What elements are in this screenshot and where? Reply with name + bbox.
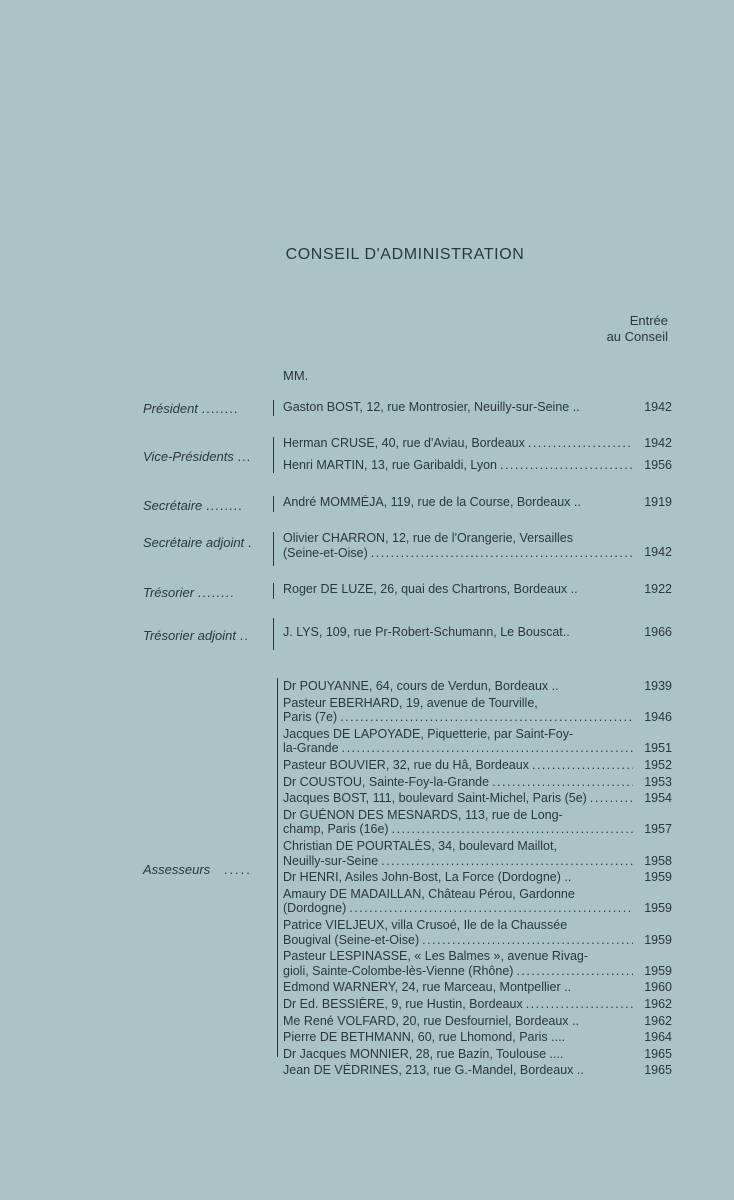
entry-line: Dr COUSTOU, Sainte-Foy-la-Grande .....: [283, 775, 633, 790]
entry-line: André MOMMÉJA, 119, rue de la Course, Bordeaux ..: [283, 495, 581, 509]
bracket: [273, 618, 278, 650]
entry-line: Bougival (Seine-et-Oise) .....: [283, 933, 633, 948]
entry-line: Pasteur BOUVIER, 32, rue du Hâ, Bordeaux .....: [283, 758, 633, 773]
role-label: Assesseurs: [143, 862, 211, 877]
entry-year: 1942: [644, 400, 672, 414]
entry-year: 1965: [644, 1063, 672, 1078]
entree-line-1: Entrée: [629, 313, 668, 328]
assesseur-entry: [283, 918, 633, 947]
assesseur-entry: [283, 758, 633, 773]
role-president: [143, 401, 271, 416]
entry-year: 1919: [644, 495, 672, 509]
entry-line: J. LYS, 109, rue Pr-Robert-Schumann, Le Bouscat..: [283, 625, 570, 639]
role-dots: .: [247, 535, 253, 550]
entry-line: Me René VOLFARD, 20, rue Desfourniel, Bordeaux ..: [283, 1013, 579, 1028]
entry-line: la-Grande .....: [283, 741, 633, 756]
entry-line: Amaury DE MADAILLAN, Château Pérou, Gardonne: [283, 886, 575, 901]
entry-year: 1942: [644, 545, 672, 559]
entry-tresorier: [283, 582, 633, 597]
entry-year: 1959: [644, 901, 672, 916]
entry-year: 1959: [644, 963, 672, 978]
entry-year: 1962: [644, 1013, 672, 1028]
entry-president: [283, 400, 633, 415]
entry-year: 1942: [644, 436, 672, 450]
entry-line: Edmond WARNERY, 24, rue Marceau, Montpellier ..: [283, 980, 572, 995]
role-secretaire-adjoint: [143, 535, 271, 550]
assesseur-entry: [283, 1014, 633, 1029]
entree-line-2: au Conseil: [606, 329, 668, 344]
assesseur-entry: [283, 775, 633, 790]
entry-secretaire-adjoint: [283, 531, 633, 560]
role-dots: ........: [201, 401, 239, 416]
assesseur-entry: [283, 727, 633, 756]
entry-year: 1954: [644, 791, 672, 806]
entry-line: gioli, Sainte-Colombe-lès-Vienne (Rhône) .....: [283, 964, 633, 979]
bracket: [273, 437, 278, 473]
entry-line: Pierre DE BETHMANN, 60, rue Lhomond, Paris ....: [283, 1030, 566, 1045]
entry-line: Dr HENRI, Asiles John-Bost, La Force (Dordogne) ..: [283, 870, 572, 885]
entry-line: (Dordogne) .....: [283, 901, 633, 916]
entry-year: 1966: [644, 625, 672, 639]
entry-year: 1953: [644, 774, 672, 789]
entry-year: 1946: [644, 710, 672, 725]
entry-year: 1957: [644, 822, 672, 837]
bracket: [273, 400, 278, 416]
role-label: Président: [143, 401, 198, 416]
entry-line: Pasteur LESPINASSE, « Les Balmes », avenue Rivag-: [283, 949, 589, 964]
assesseur-entry: [283, 997, 633, 1012]
bracket: [273, 532, 278, 566]
bracket: [273, 496, 278, 512]
entry-line: Roger DE LUZE, 26, quai des Chartrons, Bordeaux ..: [283, 582, 578, 596]
entry-year: 1965: [644, 1046, 672, 1061]
entry-tresorier-adjoint: [283, 625, 633, 640]
entry-line: Dr POUYANNE, 64, cours de Verdun, Bordeaux ..: [283, 679, 559, 693]
assesseur-entry: [283, 949, 633, 978]
entry-line: Dr GUÉNON DES MESNARDS, 113, rue de Long-: [283, 807, 563, 822]
entry-line: Olivier CHARRON, 12, rue de l'Orangerie, Versailles: [283, 531, 573, 545]
role-assesseurs: [143, 862, 271, 877]
entry-line: Gaston BOST, 12, rue Montrosier, Neuilly-sur-Seine ..: [283, 400, 580, 414]
entry-line: (Seine-et-Oise) .....: [283, 546, 633, 561]
role-dots: ...: [237, 449, 252, 464]
assesseur-entry: [283, 980, 633, 995]
entry-line: Paris (7e) .....: [283, 710, 633, 725]
role-dots: ........: [197, 585, 235, 600]
assesseur-entry: [283, 1063, 633, 1078]
assesseur-entry: [283, 1030, 633, 1045]
bracket: [273, 583, 278, 599]
role-dots: ........: [205, 498, 243, 513]
assesseurs-bracket: [277, 678, 278, 1057]
assesseur-entry: [283, 696, 633, 725]
role-label: Trésorier: [143, 585, 195, 600]
entry-year: 1958: [644, 853, 672, 868]
entry-line: Pasteur EBERHARD, 19, avenue de Tourville,: [283, 695, 538, 710]
role-tresorier: [143, 585, 271, 600]
entry-line: Jacques DE LAPOYADE, Piquetterie, par Saint-Foy-: [283, 726, 574, 741]
role-tresorier-adjoint: [143, 628, 271, 643]
entry-year: 1962: [644, 997, 672, 1011]
entry-line: Herman CRUSE, 40, rue d'Aviau, Bordeaux .....: [283, 436, 633, 451]
entry-year: 1922: [644, 582, 672, 596]
role-label: Trésorier adjoint: [143, 628, 236, 643]
entry-year: 1956: [644, 458, 672, 472]
assesseur-entry: [283, 808, 633, 837]
role-label: Secrétaire: [143, 498, 203, 513]
column-header-entree: [607, 313, 668, 345]
role-label: Vice-Présidents: [143, 449, 234, 464]
entry-vice-president-2: [283, 458, 633, 473]
entry-year: 1939: [644, 679, 672, 693]
entry-line: Patrice VIELJEUX, villa Crusoé, Ile de la Chaussée: [283, 918, 568, 932]
entry-line: Dr Jacques MONNIER, 28, rue Bazin, Toulouse ....: [283, 1046, 564, 1061]
entry-year: 1964: [644, 1030, 672, 1045]
entry-line: Jean DE VÉDRINES, 213, rue G.-Mandel, Bordeaux ..: [283, 1063, 584, 1078]
entry-line: Neuilly-sur-Seine .....: [283, 854, 633, 869]
entry-vice-president-1: [283, 436, 633, 451]
assesseur-entry: [283, 839, 633, 868]
assesseur-entry: [283, 679, 633, 694]
page-title: CONSEIL D'ADMINISTRATION: [285, 246, 525, 263]
entry-line: Christian DE POURTALÈS, 34, boulevard Maillot,: [283, 839, 557, 853]
entry-year: 1959: [644, 870, 672, 885]
role-dots: .....: [223, 862, 252, 877]
entry-line: Henri MARTIN, 13, rue Garibaldi, Lyon .....: [283, 458, 633, 473]
entry-year: 1952: [644, 758, 672, 772]
role-dots: ..: [239, 628, 249, 643]
assesseur-entry: [283, 791, 633, 806]
entry-line: champ, Paris (16e) .....: [283, 822, 633, 837]
entry-secretaire: [283, 495, 633, 510]
assesseur-entry: [283, 1047, 633, 1062]
entry-line: Dr Ed. BESSIÈRE, 9, rue Hustin, Bordeaux .....: [283, 997, 633, 1012]
role-secretaire: [143, 498, 271, 513]
role-label: Secrétaire adjoint: [143, 535, 245, 550]
entry-year: 1960: [644, 980, 672, 995]
assesseur-entry: [283, 887, 633, 916]
entry-year: 1951: [644, 741, 672, 756]
assesseur-entry: [283, 870, 633, 885]
entry-line: Jacques BOST, 111, boulevard Saint-Michel, Paris (5e) .....: [283, 791, 633, 806]
role-vice-presidents: [143, 449, 271, 464]
entry-year: 1959: [644, 932, 672, 947]
mm-label: MM.: [283, 368, 309, 383]
